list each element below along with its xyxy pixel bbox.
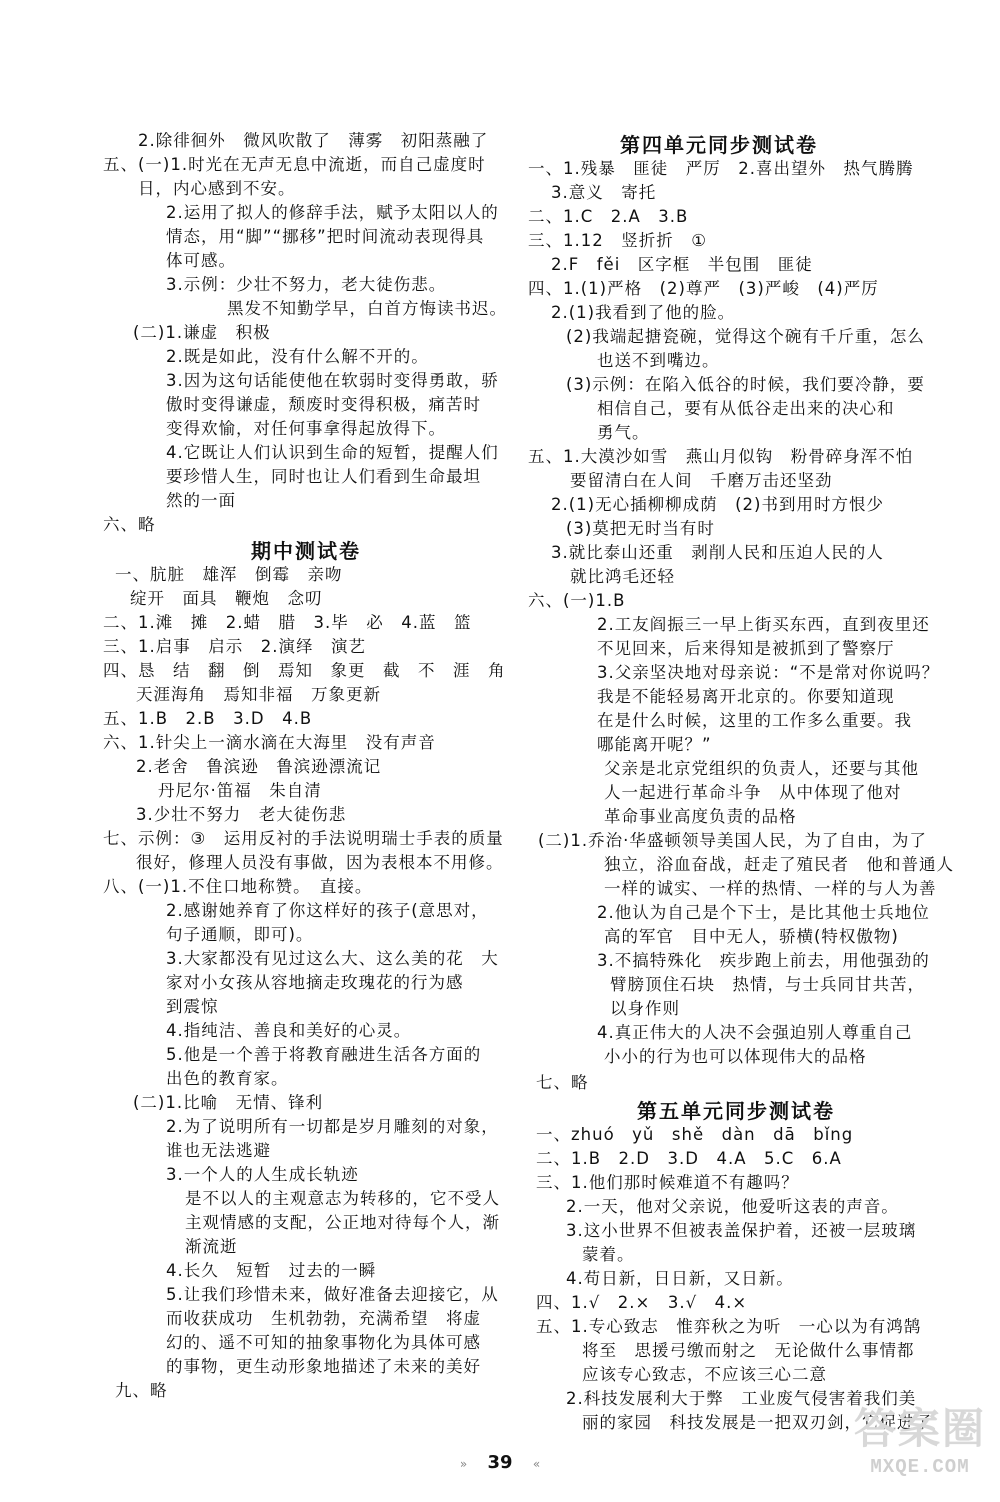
left-answer-line: 家对小女孩从容地摘走玫瑰花的行为感	[166, 973, 464, 992]
right-answer-line: 3.父亲坚决地对母亲说：“不是常对你说吗？	[597, 663, 940, 682]
left-answer-line: 2.感谢她养育了你这样好的孩子(意思对，	[166, 901, 489, 920]
left-answer-line: 3.因为这句话能使他在软弱时变得勇敢，骄	[166, 371, 499, 390]
left-answer-line: 2.除徘徊外 微风吹散了 薄雾 初阳蒸融了	[138, 131, 489, 150]
left-answer-line: 4.指纯洁、善良和美好的心灵。	[166, 1021, 412, 1040]
left-answer-line: 黑发不知勤学早，白首方悔读书迟。	[227, 299, 507, 318]
right-answer-line: 独立，浴血奋战，赶走了殖民者 他和普通人	[604, 855, 954, 874]
left-answer-line: 六、1.针尖上一滴水滴在大海里 没有声音	[103, 733, 436, 752]
left-answer-line: 丹尼尔·笛福 朱自清	[158, 781, 322, 800]
left-answer-line: 3.一个人的人生成长轨迹	[166, 1165, 359, 1184]
right-answer-line: 4.真正伟大的人决不会强迫别人尊重自己	[597, 1023, 913, 1042]
right-answer-line: 2.(1)我看到了他的脸。	[551, 303, 736, 322]
right-answer-line: 七、略	[536, 1073, 589, 1092]
left-answer-line: 然的一面	[166, 491, 236, 510]
right-answer-line: 4.苟日新，日日新，又日新。	[566, 1269, 794, 1288]
page-mark-right: «	[532, 1457, 541, 1471]
left-answer-line: 日，内心感到不安。	[138, 179, 296, 198]
right-answer-line: 2.工友阎振三一早上街买东西，直到夜里还	[597, 615, 930, 634]
left-answer-line: 六、略	[103, 515, 156, 534]
right-answer-line: 3.不搞特殊化 疾步跑上前去，用他强劲的	[597, 951, 930, 970]
right-answer-line: 要留清白在人间 千磨万击还坚劲	[570, 471, 833, 490]
left-answer-line: 4.长久 短暂 过去的一瞬	[166, 1261, 377, 1280]
left-answer-line: 2.为了说明所有一切都是岁月雕刻的对象，	[166, 1117, 499, 1136]
watermark-text: 答案圈	[853, 1404, 986, 1453]
right-answer-line: 一样的诚实、一样的热情、一样的与人为善	[604, 879, 937, 898]
right-answer-line: 以身作则	[610, 999, 680, 1018]
right-answer-line: 不见回来，后来得知是被抓到了警察厅	[597, 639, 895, 658]
right-answer-line: 哪能离开呢？”	[597, 735, 712, 754]
right-answer-line: (二)1.乔治·华盛顿领导美国人民，为了自由，为了	[538, 831, 927, 850]
right-answer-line: 高的军官 目中无人，骄横(特权傲物)	[604, 927, 899, 946]
right-answer-line: (3)莫把无时当有时	[566, 519, 715, 538]
right-answer-line: 我是不能轻易离开北京的。你要知道现	[597, 687, 895, 706]
page-number: 39	[487, 1452, 513, 1473]
right-answer-line: 父亲是北京党组织的负责人，还要与其他	[604, 759, 919, 778]
right-answer-line: 2.F fěi 区字框 半包围 匪徒	[551, 255, 813, 274]
left-answer-line: 变得欢愉，对任何事拿得起放得下。	[166, 419, 446, 438]
left-answer-line: 要珍惜人生，同时也让人们看到生命最坦	[166, 467, 481, 486]
right-answer-line: 3.就比泰山还重 剥削人民和压迫人民的人	[551, 543, 884, 562]
right-answer-line: 就比鸿毛还轻	[570, 567, 675, 586]
left-answer-line: 谁也无法逃避	[166, 1141, 271, 1160]
right-answer-line: (3)示例：在陷入低谷的时候，我们要冷静，要	[566, 375, 925, 394]
right-answer-line: 将至 思援弓缴而射之 无论做什么事情都	[582, 1341, 915, 1360]
right-answer-line: 丽的家园 科技发展是一把双刃剑，它促进了	[582, 1413, 932, 1432]
right-answer-line: 勇气。	[597, 423, 650, 442]
right-answer-line: 五、1.专心致志 惟弈秋之为听 一心以为有鸿鹄	[536, 1317, 922, 1336]
right-answer-line: 一、zhuó yǔ shě dàn dā bǐng	[536, 1125, 854, 1144]
left-answer-line: 一、肮脏 雄浑 倒霉 亲吻	[115, 565, 343, 584]
right-answer-line: 2.(1)无心插柳柳成荫 (2)书到用时方恨少	[551, 495, 884, 514]
right-answer-line: 四、1.√ 2.× 3.√ 4.×	[536, 1293, 748, 1312]
right-answer-line: 3.意义 寄托	[551, 183, 657, 202]
right-answer-line: 应该专心致志，不应该三心二意	[582, 1365, 827, 1384]
left-answer-line: (二)1.谦虚 积极	[133, 323, 271, 342]
right-answer-line: 二、1.B 2.D 3.D 4.A 5.C 6.A	[536, 1149, 842, 1168]
right-answer-line: 2.他认为自己是个下士，是比其他士兵地位	[597, 903, 930, 922]
left-answer-line: 出色的教育家。	[166, 1069, 289, 1088]
right-answer-line: 人一起进行革命斗争 从中体现了他对	[604, 783, 902, 802]
left-answer-line: 到震惊	[166, 997, 219, 1016]
right-answer-line: 革命事业高度负责的品格	[604, 807, 797, 826]
right-answer-line: 六、(一)1.B	[528, 591, 626, 610]
left-answer-line: 3.示例：少壮不努力，老大徒伤悲。	[166, 275, 447, 294]
left-answer-line: 五、1.B 2.B 3.D 4.B	[103, 709, 313, 728]
left-answer-line: 傲时变得谦虚，颓废时变得积极，痛苦时	[166, 395, 481, 414]
left-answer-line: 七、示例：③ 运用反衬的手法说明瑞士手表的质量	[103, 829, 504, 848]
right-answer-line: 3.这小世界不但被表盖保护着，还被一层玻璃	[566, 1221, 917, 1240]
left-answer-line: 句子通顺，即可)。	[166, 925, 314, 944]
watermark-url: MXQE.COM	[870, 1456, 970, 1478]
right-answer-line: 臂膀顶住石块 热情，与士兵同甘共苦，	[610, 975, 925, 994]
left-answer-line: 幻的、遥不可知的抽象事物化为具体可感	[166, 1333, 481, 1352]
left-answer-line: 主观情感的支配，公正地对待每个人，渐	[185, 1213, 500, 1232]
left-answer-line: 情态，用“脚”“挪移”把时间流动表现得具	[166, 227, 485, 246]
left-answer-line: 很好，修理人员没有事做，因为表根本不用修。	[136, 853, 504, 872]
page-mark-left: »	[459, 1457, 468, 1471]
left-answer-line: 八、(一)1.不住口地称赞。 直接。	[103, 877, 373, 896]
left-answer-line: 而收获成功 生机勃勃，充满希望 将虚	[166, 1309, 481, 1328]
right-answer-line: 2.一天，他对父亲说，他爱听这表的声音。	[566, 1197, 899, 1216]
right-answer-line: 五、1.大漠沙如雪 燕山月似钩 粉骨碎身浑不怕	[528, 447, 914, 466]
right-answer-line: 2.科技发展利大于弊 工业废气侵害着我们美	[566, 1389, 917, 1408]
left-answer-line: 2.运用了拟人的修辞手法，赋予太阳以人的	[166, 203, 499, 222]
left-answer-line: 5.让我们珍惜未来，做好准备去迎接它，从	[166, 1285, 499, 1304]
section-heading: 第五单元同步测试卷	[637, 1099, 835, 1123]
section-heading: 第四单元同步测试卷	[620, 133, 818, 157]
right-answer-line: 二、1.C 2.A 3.B	[528, 207, 689, 226]
right-answer-line: 也送不到嘴边。	[597, 351, 720, 370]
left-answer-line: 三、1.启事 启示 2.演绎 演艺	[103, 637, 366, 656]
left-answer-line: (二)1.比喻 无情、锋利	[133, 1093, 324, 1112]
left-answer-line: 2.既是如此，没有什么解不开的。	[166, 347, 429, 366]
left-answer-line: 体可感。	[166, 251, 236, 270]
left-answer-line: 3.少壮不努力 老大徒伤悲	[136, 805, 347, 824]
right-answer-line: 四、1.(1)严格 (2)尊严 (3)严峻 (4)严厉	[528, 279, 879, 298]
right-answer-line: 三、1.他们那时候难道不有趣吗？	[536, 1173, 799, 1192]
left-answer-line: 绽开 面具 鞭炮 念叨	[130, 589, 323, 608]
right-answer-line: 相信自己，要有从低谷走出来的决心和	[597, 399, 895, 418]
left-answer-line: 3.大家都没有见过这么大、这么美的花 大	[166, 949, 499, 968]
section-heading: 期中测试卷	[251, 539, 361, 563]
right-answer-line: 三、1.12 竖折折 ①	[528, 231, 708, 250]
left-answer-line: 5.他是一个善于将教育融进生活各方面的	[166, 1045, 482, 1064]
right-answer-line: 在是什么时候，这里的工作多么重要。我	[597, 711, 912, 730]
left-answer-line: 是不以人的主观意志为转移的，它不受人	[185, 1189, 500, 1208]
right-answer-line: (2)我端起搪瓷碗，觉得这个碗有千斤重，怎么	[566, 327, 925, 346]
left-answer-line: 4.它既让人们认识到生命的短暂，提醒人们	[166, 443, 499, 462]
left-answer-line: 九、略	[115, 1381, 168, 1400]
left-answer-line: 五、(一)1.时光在无声无息中流逝，而自己虚度时	[103, 155, 486, 174]
left-answer-line: 的事物，更生动形象地描述了未来的美好	[166, 1357, 481, 1376]
right-answer-line: 一、1.残暴 匪徒 严厉 2.喜出望外 热气腾腾	[528, 159, 914, 178]
left-answer-line: 渐流逝	[185, 1237, 238, 1256]
left-answer-line: 二、1.滩 摊 2.蜡 腊 3.毕 必 4.蓝 篮	[103, 613, 472, 632]
left-answer-line: 2.老舍 鲁滨逊 鲁滨逊漂流记	[136, 757, 382, 776]
left-answer-line: 四、恳 结 翻 倒 焉知 象更 截 不 涯 角	[103, 661, 506, 680]
watermark-logo	[850, 1404, 990, 1488]
right-answer-line: 蒙着。	[582, 1245, 635, 1264]
left-answer-line: 天涯海角 焉知非福 万象更新	[136, 685, 381, 704]
right-answer-line: 小小的行为也可以体现伟大的品格	[604, 1047, 867, 1066]
